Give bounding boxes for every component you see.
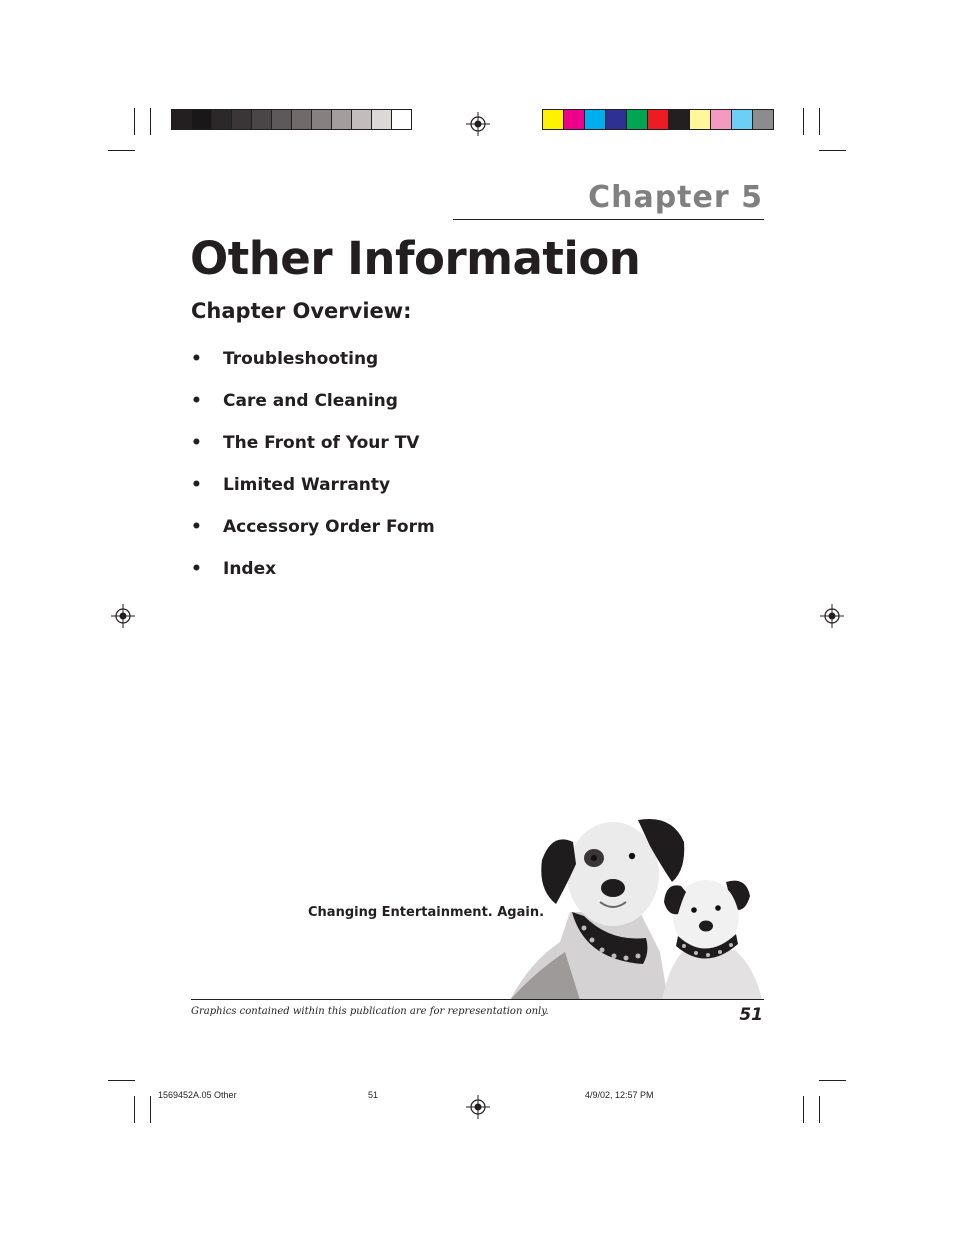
chapter-label: Chapter 5	[588, 180, 763, 215]
color-swatch	[710, 109, 732, 130]
crop-mark	[134, 1096, 135, 1123]
bullet: •	[191, 349, 202, 369]
color-swatch	[605, 109, 627, 130]
crop-mark	[819, 1096, 820, 1123]
footer-rule	[191, 999, 764, 1000]
crop-mark	[803, 1096, 804, 1123]
brand-tagline: Changing Entertainment. Again.	[308, 905, 545, 920]
list-item-label: The Front of Your TV	[223, 433, 420, 453]
color-swatch	[331, 109, 352, 130]
overview-heading: Chapter Overview:	[191, 299, 412, 323]
crop-mark	[108, 1080, 135, 1081]
registration-mark-icon	[466, 112, 490, 136]
color-swatch	[647, 109, 669, 130]
registration-mark-icon	[111, 604, 135, 628]
color-swatch	[563, 109, 585, 130]
registration-mark-icon	[820, 604, 844, 628]
slug-timestamp: 4/9/02, 12:57 PM	[585, 1090, 654, 1100]
color-swatch	[271, 109, 292, 130]
page-title: Other Information	[190, 232, 641, 285]
color-swatch	[211, 109, 232, 130]
crop-mark	[819, 1080, 846, 1081]
footer-note: Graphics contained within this publication are for representation only.	[191, 1006, 549, 1017]
dogs-mascot-image	[510, 812, 766, 1000]
color-swatch	[542, 109, 564, 130]
color-swatch	[584, 109, 606, 130]
crop-mark	[150, 108, 151, 135]
list-item-label: Accessory Order Form	[223, 517, 435, 537]
bullet: •	[191, 559, 202, 579]
crop-mark	[134, 108, 135, 135]
crop-mark	[108, 150, 135, 151]
color-swatch	[752, 109, 774, 130]
bullet: •	[191, 391, 202, 411]
color-swatch	[391, 109, 412, 130]
bullet: •	[191, 475, 202, 495]
color-swatch	[371, 109, 392, 130]
crop-mark	[150, 1096, 151, 1123]
color-swatch	[351, 109, 372, 130]
color-swatch	[291, 109, 312, 130]
color-swatch	[668, 109, 690, 130]
color-swatch	[231, 109, 252, 130]
registration-mark-icon	[466, 1095, 490, 1119]
bullet: •	[191, 433, 202, 453]
slug-page-number: 51	[368, 1090, 379, 1100]
bullet: •	[191, 517, 202, 537]
chapter-rule	[453, 219, 764, 220]
list-item-label: Care and Cleaning	[223, 391, 398, 411]
color-swatch	[171, 109, 192, 130]
color-swatch	[731, 109, 753, 130]
crop-mark	[803, 108, 804, 135]
color-swatch	[689, 109, 711, 130]
color-swatch	[626, 109, 648, 130]
color-swatch	[191, 109, 212, 130]
color-swatch	[251, 109, 272, 130]
slug-file-name: 1569452A.05 Other	[158, 1090, 237, 1100]
page-number: 51	[739, 1005, 763, 1025]
crop-mark	[819, 150, 846, 151]
list-item-label: Troubleshooting	[223, 349, 379, 369]
crop-mark	[819, 108, 820, 135]
color-swatch	[311, 109, 332, 130]
list-item-label: Index	[223, 559, 277, 579]
list-item-label: Limited Warranty	[223, 475, 391, 495]
